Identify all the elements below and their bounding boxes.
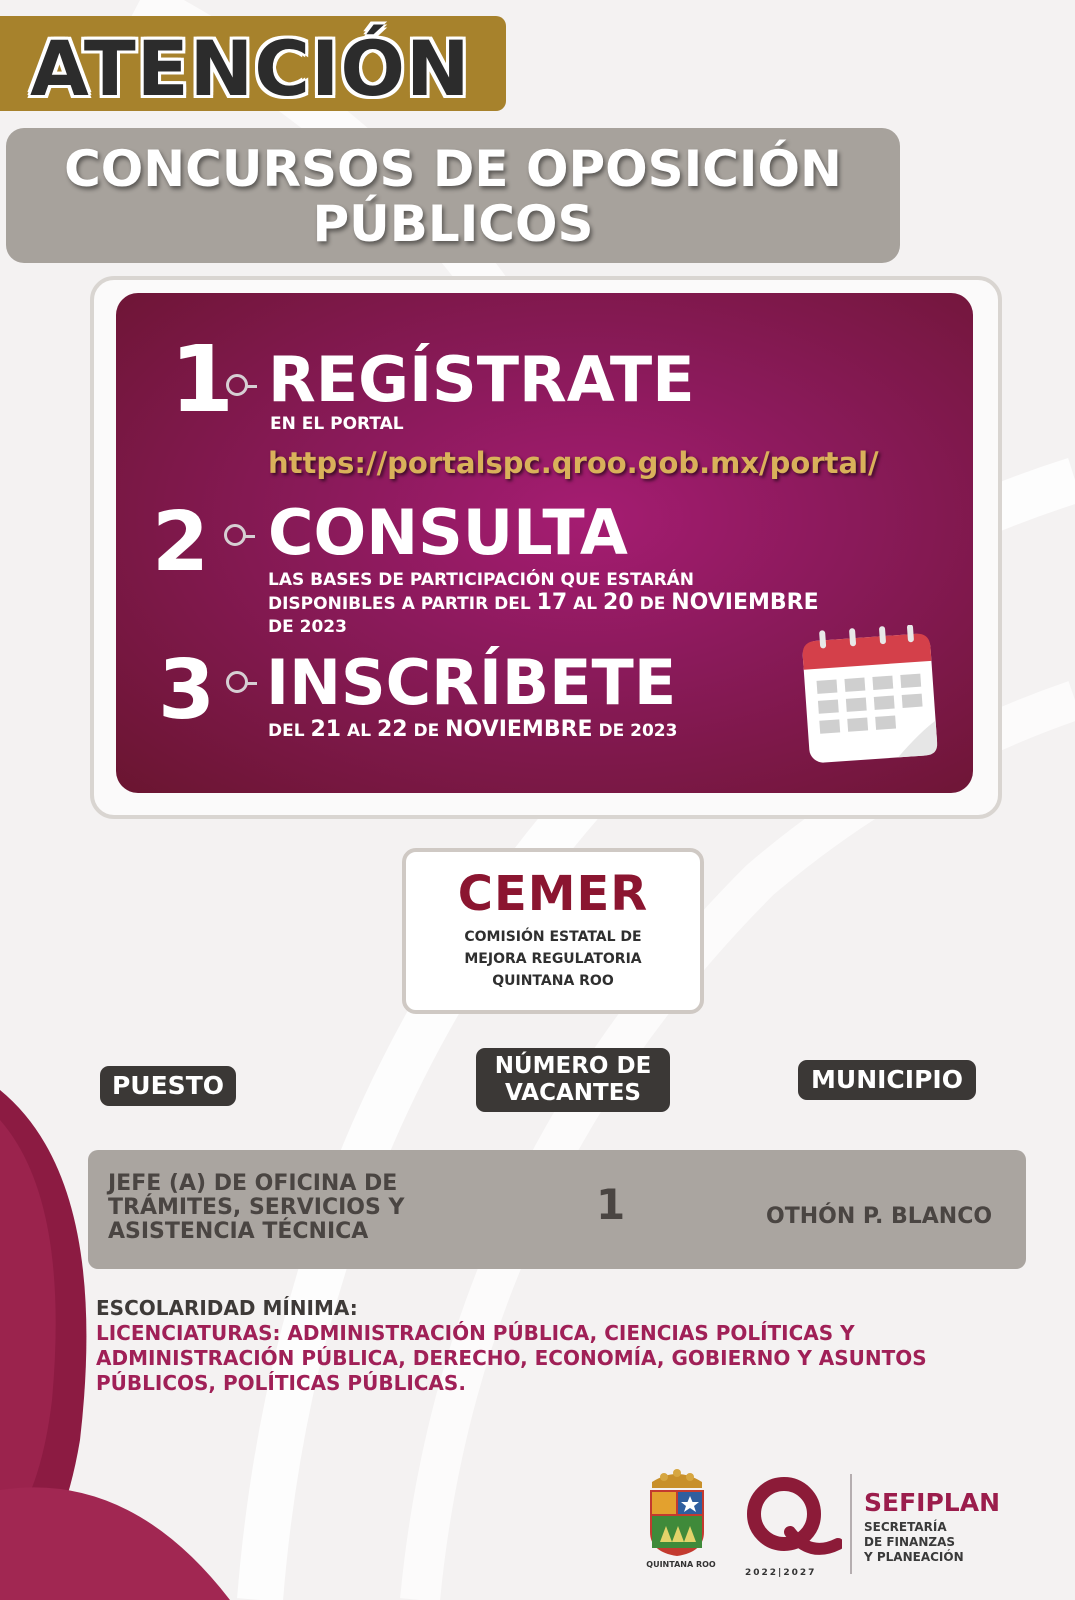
sefiplan-line2: DE FINANZAS — [864, 1535, 956, 1549]
step-3-al: AL — [347, 721, 372, 741]
step-3-day-from: 21 — [310, 717, 342, 742]
header-vacantes — [476, 1048, 670, 1112]
step-2-al: AL — [573, 594, 598, 614]
sefiplan-line1: SECRETARÍA — [864, 1520, 947, 1534]
step-3-dates — [268, 718, 677, 743]
header-vacantes-line2: VACANTES — [505, 1080, 641, 1106]
calendar-icon — [798, 625, 948, 775]
cemer-line2: MEJORA REGULATORIA — [464, 951, 642, 967]
cell-vacantes: 1 — [596, 1180, 626, 1229]
header-municipio: MUNICIPIO — [798, 1060, 976, 1100]
step-2-line3: DE 2023 — [268, 617, 347, 637]
step-3-del: DEL — [268, 721, 305, 741]
step-2-line2-prefix: DISPONIBLES A PARTIR DEL — [268, 594, 531, 614]
footer-divider — [850, 1474, 852, 1574]
page-title-line2: PÚBLICOS — [312, 195, 594, 253]
step-3-year: DE 2023 — [598, 721, 678, 741]
page-title-line1: CONCURSOS DE OPOSICIÓN — [64, 140, 842, 198]
quintana-roo-seal-icon — [644, 1468, 710, 1558]
cell-puesto-line2: TRÁMITES, SERVICIOS Y — [108, 1195, 405, 1220]
sefiplan-logo — [864, 1488, 1000, 1565]
requirements-line1: LICENCIATURAS: ADMINISTRACIÓN PÚBLICA, CIENCIAS POLÍTICAS Y — [96, 1321, 855, 1345]
step-2-de: DE — [639, 594, 666, 614]
attention-banner — [0, 16, 506, 111]
cell-puesto-line1: JEFE (A) DE OFICINA DE — [108, 1171, 398, 1196]
step-2-number: 2 — [152, 495, 210, 590]
cemer-line3: QUINTANA ROO — [492, 973, 614, 989]
step-2-title: CONSULTA — [268, 496, 628, 569]
state-government-logo-icon — [738, 1474, 842, 1562]
step-1-subtitle: EN EL PORTAL — [270, 414, 404, 434]
step-2-connector-icon — [224, 524, 246, 546]
step-2-line1: LAS BASES DE PARTICIPACIÓN QUE ESTARÁN — [268, 570, 695, 590]
requirements-text — [96, 1321, 996, 1396]
state-label: QUINTANA ROO — [646, 1560, 716, 1569]
cell-puesto — [108, 1172, 404, 1244]
step-1-number: 1 — [170, 326, 235, 433]
step-1-connector-icon — [226, 374, 248, 396]
header-vacantes-line1: NÚMERO DE — [494, 1053, 652, 1079]
step-3-connector-icon — [226, 671, 248, 693]
sefiplan-name: SEFIPLAN — [864, 1488, 1000, 1517]
requirements-label: ESCOLARIDAD MÍNIMA: — [96, 1296, 358, 1320]
government-years: 2022|2027 — [745, 1568, 817, 1578]
cell-puesto-line3: ASISTENCIA TÉCNICA — [108, 1219, 369, 1244]
step-3-month: NOVIEMBRE — [445, 717, 593, 742]
attention-text: ATENCIÓN — [30, 24, 471, 113]
requirements-line3: PÚBLICOS, POLÍTICAS PÚBLICAS. — [96, 1371, 466, 1395]
step-3-day-to: 22 — [376, 717, 408, 742]
step-3-title: INSCRÍBETE — [266, 646, 677, 719]
portal-link[interactable]: https://portalspc.qroo.gob.mx/portal/ — [268, 446, 879, 480]
cemer-logo-box — [402, 848, 704, 1014]
step-2-day-from: 17 — [536, 590, 568, 615]
cemer-line1: COMISIÓN ESTATAL DE — [464, 929, 642, 945]
requirements-line2: ADMINISTRACIÓN PÚBLICA, DERECHO, ECONOMÍA, GOBIERNO Y ASUNTOS — [96, 1346, 927, 1370]
cell-municipio: OTHÓN P. BLANCO — [766, 1204, 993, 1229]
header-puesto: PUESTO — [100, 1066, 236, 1106]
sefiplan-line3: Y PLANEACIÓN — [864, 1550, 964, 1564]
step-2-month: NOVIEMBRE — [671, 590, 819, 615]
cemer-acronym: CEMER — [457, 866, 649, 922]
step-2-line2 — [268, 591, 819, 616]
step-3-de: DE — [413, 721, 440, 741]
title-banner — [6, 128, 900, 263]
step-1-title: REGÍSTRATE — [268, 343, 695, 416]
step-3-number: 3 — [158, 643, 216, 738]
step-2-day-to: 20 — [603, 590, 634, 615]
